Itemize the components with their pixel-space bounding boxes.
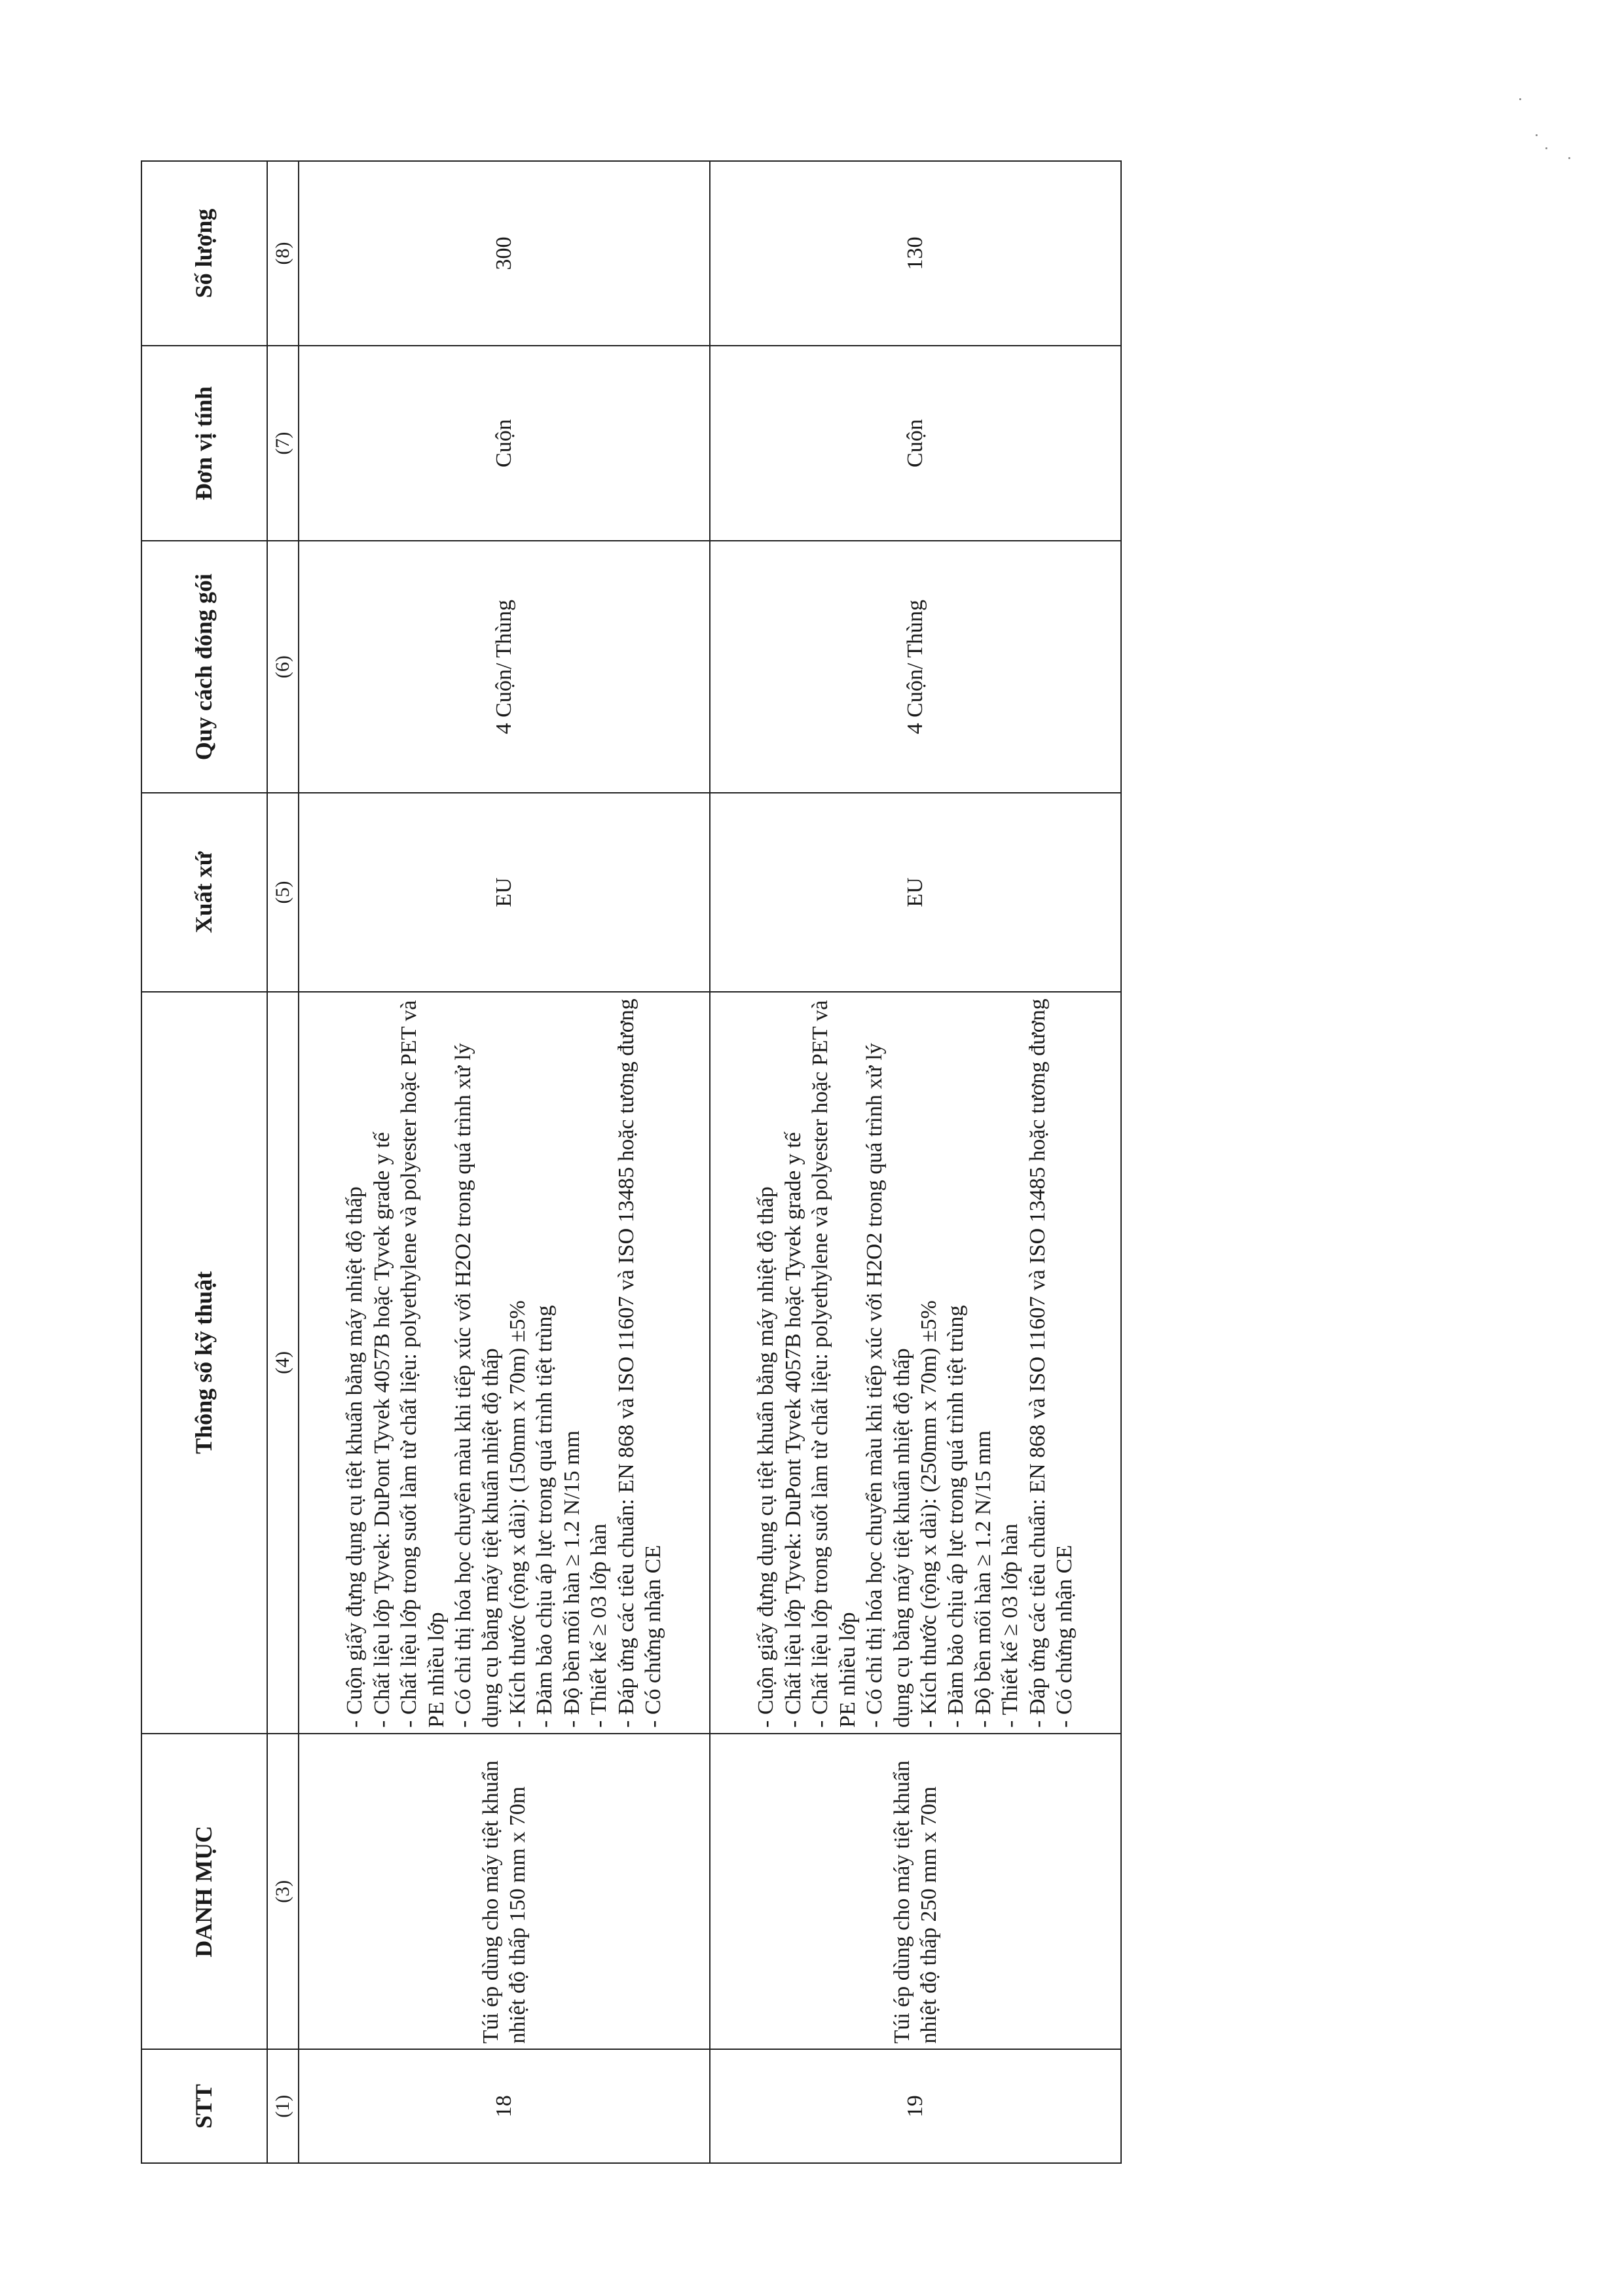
rotated-page-content xyxy=(141,160,1110,2164)
header-stt: STT xyxy=(141,2050,267,2164)
spec-line: - Độ bền mối hàn ≥ 1.2 N/15 mm xyxy=(970,1430,995,1728)
column-number-row xyxy=(267,161,299,2163)
spec-line: - Đáp ứng các tiêu chuẩn: EN 868 và ISO 11607 và ISO 13485 hoặc tương đương xyxy=(614,998,638,1728)
table-row xyxy=(299,161,710,2163)
spec-line: - Chất liệu lớp trong suốt làm từ chất liệu: polyethylene và polyester hoặc PET và PE nhiều lớp xyxy=(397,1000,449,1728)
spec-line: - Có chứng nhận CE xyxy=(1052,1544,1077,1728)
row-origin: EU xyxy=(299,793,710,992)
spec-line: - Kích thước (rộng x dài): (250mm x 70m) ±5% xyxy=(917,1300,941,1728)
row-packing: 4 Cuộn/ Thùng xyxy=(710,541,1121,793)
row-unit: Cuộn xyxy=(710,346,1121,541)
row-unit: Cuộn xyxy=(299,346,710,541)
spec-line: - Có chỉ thị hóa học chuyển màu khi tiếp xúc với H2O2 trong quá trình xử lý dụng cụ bằng máy tiệt khuẩn nhiệt độ thấp xyxy=(451,1043,503,1728)
column-number: (8) xyxy=(267,161,299,346)
header-spec: Thông số kỹ thuật xyxy=(141,992,267,1734)
column-number: (3) xyxy=(267,1734,299,2050)
spec-line: - Chất liệu lớp Tyvek: DuPont Tyvek 4057B hoặc Tyvek grade y tế xyxy=(369,1132,394,1728)
row-stt: 19 xyxy=(710,2050,1121,2164)
spec-line: - Chất liệu lớp trong suốt làm từ chất liệu: polyethylene và polyester hoặc PET và PE nhiều lớp xyxy=(808,1000,860,1728)
row-spec xyxy=(299,992,710,1734)
table-row xyxy=(710,161,1121,2163)
spec-line: - Thiết kế ≥ 03 lớp hàn xyxy=(998,1523,1023,1728)
row-spec xyxy=(710,992,1121,1734)
row-origin: EU xyxy=(710,793,1121,992)
row-category: Túi ép dùng cho máy tiệt khuẩn nhiệt độ thấp 250 mm x 70m xyxy=(710,1734,1121,2050)
spec-line: - Đảm bảo chịu áp lực trong quá trình tiệt trùng xyxy=(532,1305,557,1728)
scan-speck xyxy=(1536,134,1538,136)
scan-speck xyxy=(1545,147,1547,149)
specification-table xyxy=(141,160,1122,2164)
header-category: DANH MỤC xyxy=(141,1734,267,2050)
spec-line: - Chất liệu lớp Tyvek: DuPont Tyvek 4057B hoặc Tyvek grade y tế xyxy=(781,1132,805,1728)
row-category: Túi ép dùng cho máy tiệt khuẩn nhiệt độ thấp 150 mm x 70m xyxy=(299,1734,710,2050)
row-quantity: 300 xyxy=(299,161,710,346)
scan-speck xyxy=(1568,157,1570,159)
spec-line: - Thiết kế ≥ 03 lớp hàn xyxy=(587,1523,612,1728)
column-number: (7) xyxy=(267,346,299,541)
table-header-row xyxy=(141,161,267,2163)
spec-line: - Cuộn giấy đựng dụng cụ tiệt khuẩn bằng máy nhiệt độ thấp xyxy=(342,1186,367,1728)
spec-line: - Có chứng nhận CE xyxy=(641,1544,666,1728)
spec-line: - Đảm bảo chịu áp lực trong quá trình tiệt trùng xyxy=(944,1305,969,1728)
column-number: (4) xyxy=(267,992,299,1734)
spec-line: - Đáp ứng các tiêu chuẩn: EN 868 và ISO 11607 và ISO 13485 hoặc tương đương xyxy=(1025,998,1050,1728)
row-stt: 18 xyxy=(299,2050,710,2164)
scan-speck xyxy=(1519,98,1521,100)
column-number: (6) xyxy=(267,541,299,793)
header-quantity: Số lượng xyxy=(141,161,267,346)
spec-line: - Có chỉ thị hóa học chuyển màu khi tiếp xúc với H2O2 trong quá trình xử lý dụng cụ bằng máy tiệt khuẩn nhiệt độ thấp xyxy=(862,1043,914,1728)
row-quantity: 130 xyxy=(710,161,1121,346)
column-number: (1) xyxy=(267,2050,299,2164)
header-origin: Xuất xứ xyxy=(141,793,267,992)
column-number: (5) xyxy=(267,793,299,992)
spec-line: - Cuộn giấy đựng dụng cụ tiệt khuẩn bằng máy nhiệt độ thấp xyxy=(754,1186,779,1728)
header-packing: Quy cách đóng gói xyxy=(141,541,267,793)
row-packing: 4 Cuộn/ Thùng xyxy=(299,541,710,793)
header-unit: Đơn vị tính xyxy=(141,346,267,541)
spec-line: - Độ bền mối hàn ≥ 1.2 N/15 mm xyxy=(559,1430,584,1728)
spec-line: - Kích thước (rộng x dài): (150mm x 70m) ±5% xyxy=(506,1300,530,1728)
